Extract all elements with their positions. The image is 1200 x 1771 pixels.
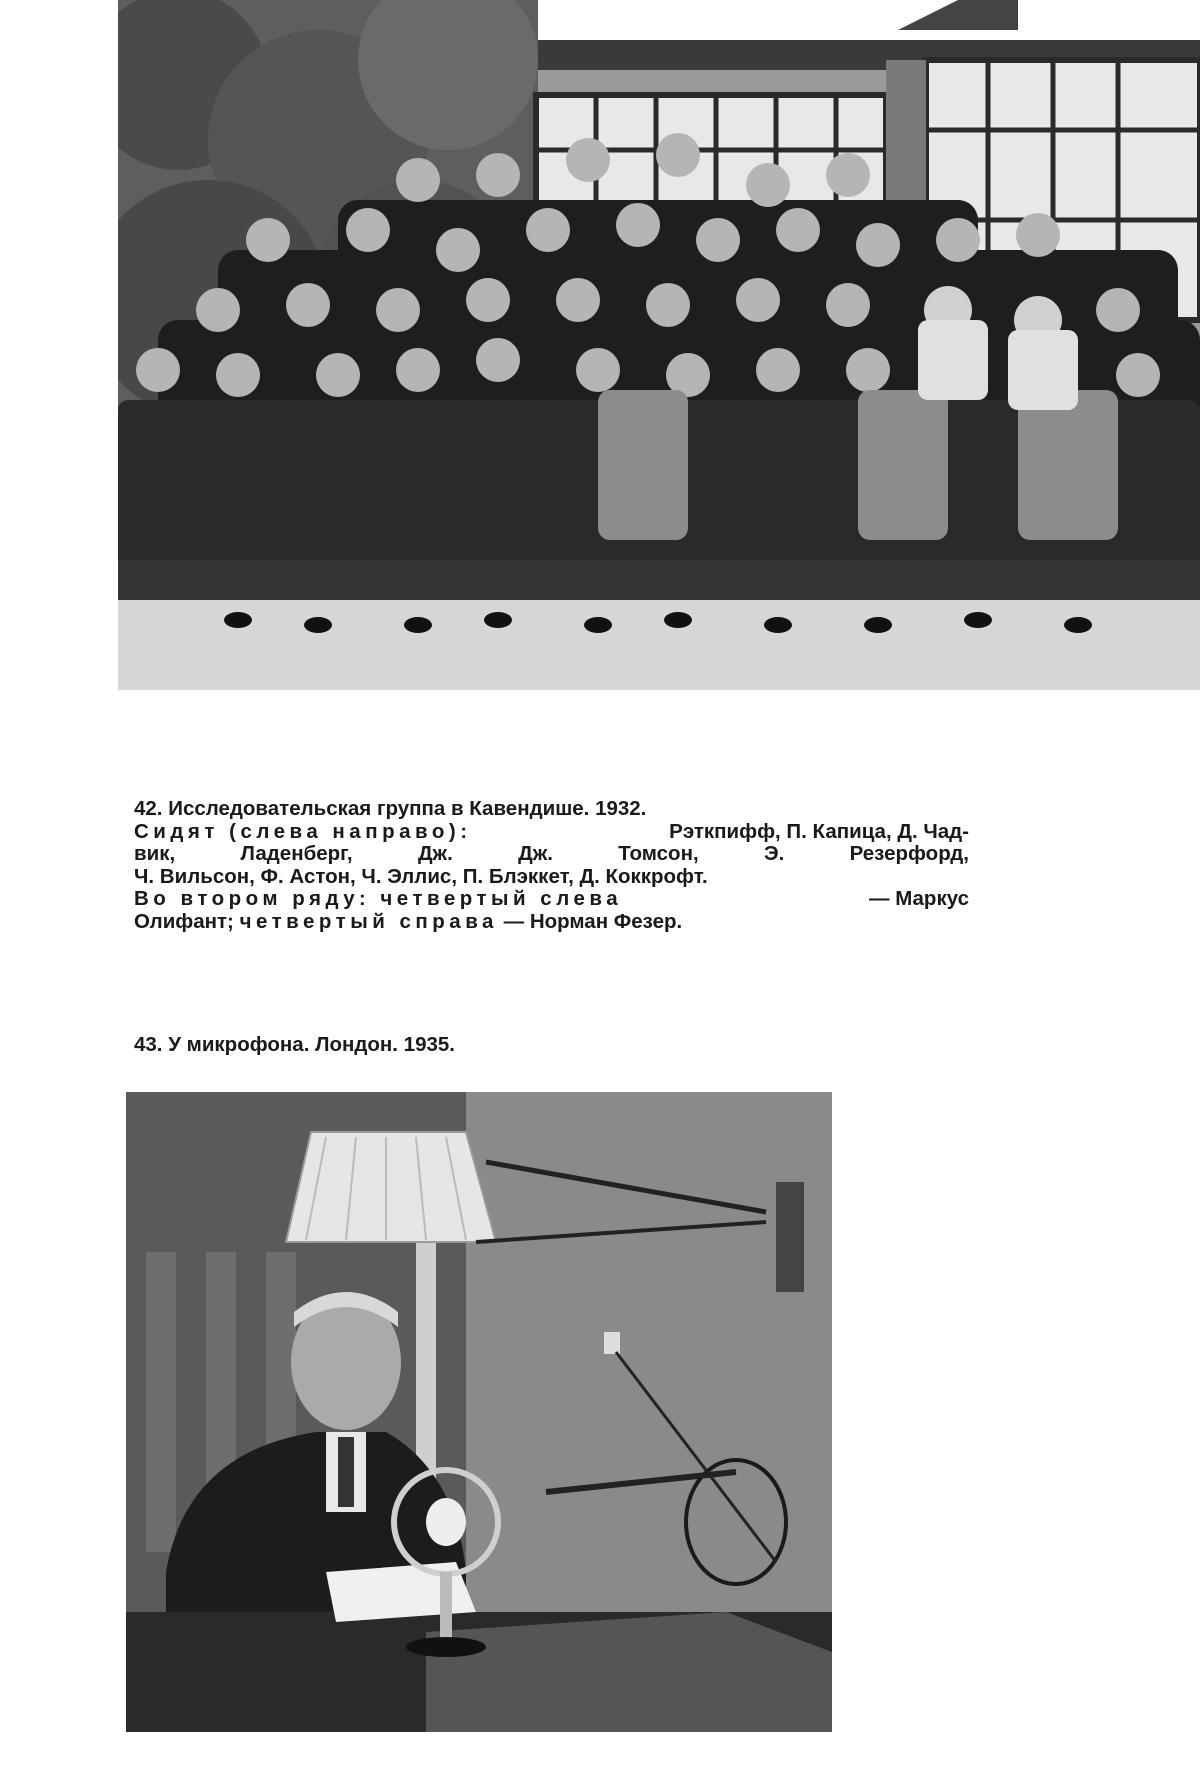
studio-wall bbox=[466, 1092, 832, 1652]
microphone-photograph bbox=[126, 1092, 832, 1732]
caption-42-line-4: Ч. Вильсон, Ф. Астон, Ч. Эллис, П. Блэккет, Д. Коккрофт. bbox=[134, 864, 708, 888]
name-token: Э. bbox=[764, 842, 785, 865]
figure-42-title: Исследовательская группа в Кавендише. 1932. bbox=[168, 797, 647, 820]
name-token: вик, bbox=[134, 842, 176, 865]
group-photograph bbox=[118, 0, 1200, 760]
figure-42-number: 42. bbox=[134, 797, 163, 820]
name-token: Томсон, bbox=[618, 842, 699, 865]
second-row-name-2a: Олифант; bbox=[134, 909, 234, 933]
seated-lead: Сидят (слева направо): bbox=[134, 819, 472, 843]
caption-42-line-3 bbox=[134, 843, 969, 866]
name-token: Резерфорд, bbox=[849, 842, 969, 865]
name-token: Дж. bbox=[417, 842, 453, 865]
second-row-lead: Во втором ряду: четвертый слева bbox=[134, 887, 623, 910]
seated-names-1: Рэткпифф, П. Капица, Д. Чад- bbox=[669, 819, 969, 843]
figure-43-number: 43. bbox=[134, 1033, 163, 1056]
figure-43-title: У микрофона. Лондон. 1935. bbox=[168, 1033, 455, 1056]
name-token: Ладенберг, bbox=[240, 842, 353, 865]
figure-43-caption bbox=[134, 1034, 969, 1057]
name-token: Дж. bbox=[518, 842, 553, 865]
second-row-name-2b: — Норман Фезер. bbox=[503, 909, 683, 933]
figure-43-title-line bbox=[134, 1034, 969, 1057]
second-row-name-1: — Маркус bbox=[869, 887, 969, 910]
figure-42-title-line bbox=[134, 798, 969, 821]
caption-42-line-6 bbox=[134, 911, 969, 934]
second-row-right: четвертый справа bbox=[239, 909, 498, 933]
caption-42-line-5 bbox=[134, 888, 969, 911]
caption-42-line-2 bbox=[134, 821, 969, 844]
lampshade bbox=[286, 1132, 496, 1242]
figure-42-caption bbox=[134, 798, 969, 933]
